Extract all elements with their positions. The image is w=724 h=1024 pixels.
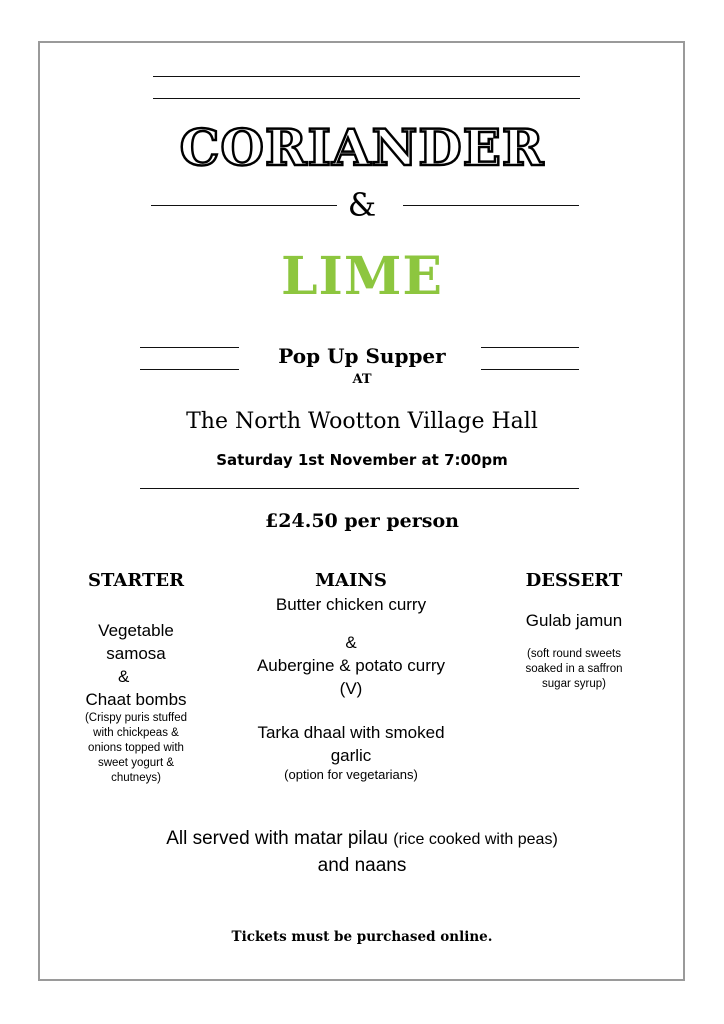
starter-heading: STARTER <box>87 570 185 591</box>
dessert-item-1: Gulab jamun <box>525 611 623 630</box>
top-rule-2 <box>153 98 580 99</box>
event-price: £24.50 per person <box>265 510 459 532</box>
starter-column <box>66 570 206 786</box>
event-type: Pop Up Supper <box>278 344 446 368</box>
top-rule-1 <box>153 76 580 77</box>
starter-note: (Crispy puris stuffed with chickpeas & onions topped with sweet yogurt & chutneys) <box>84 712 188 784</box>
served-paren: (rice cooked with peas) <box>393 831 558 848</box>
served-line-2: and naans <box>317 855 407 876</box>
mains-item-1: Butter chicken curry <box>275 595 427 614</box>
dessert-heading: DESSERT <box>525 570 623 591</box>
dessert-column <box>502 570 646 692</box>
popup-rule-right-2 <box>481 369 579 370</box>
mains-column <box>226 570 476 782</box>
tickets-notice: Tickets must be purchased online. <box>231 929 493 945</box>
amp-rule-right <box>403 205 579 206</box>
starter-amp: & <box>118 667 130 686</box>
mains-amp: & <box>345 633 357 652</box>
title-lime: LIME <box>280 246 444 307</box>
mains-heading: MAINS <box>315 570 387 591</box>
starter-item-1b: samosa <box>106 644 166 663</box>
mains-item-2: Aubergine & potato curry <box>256 656 446 675</box>
mains-item-3b: garlic <box>330 746 372 765</box>
starter-item-1: Vegetable <box>98 621 174 640</box>
event-at: AT <box>352 372 372 387</box>
mains-item-2b: (V) <box>339 679 363 698</box>
title-coriander: CORIANDER <box>179 118 545 177</box>
dessert-note: (soft round sweets soaked in a saffron sugar syrup) <box>525 648 623 690</box>
event-date: Saturday 1st November at 7:00pm <box>216 451 508 469</box>
title-ampersand: & <box>347 186 377 224</box>
mains-item-3: Tarka dhaal with smoked <box>257 723 445 742</box>
event-venue: The North Wootton Village Hall <box>186 409 538 434</box>
mains-note: (option for vegetarians) <box>284 767 418 782</box>
served-with <box>0 826 724 879</box>
starter-item-2: Chaat bombs <box>85 690 187 709</box>
divider-rule <box>140 488 579 489</box>
popup-rule-left-2 <box>140 369 239 370</box>
served-prefix: All served with matar pilau <box>166 828 388 849</box>
